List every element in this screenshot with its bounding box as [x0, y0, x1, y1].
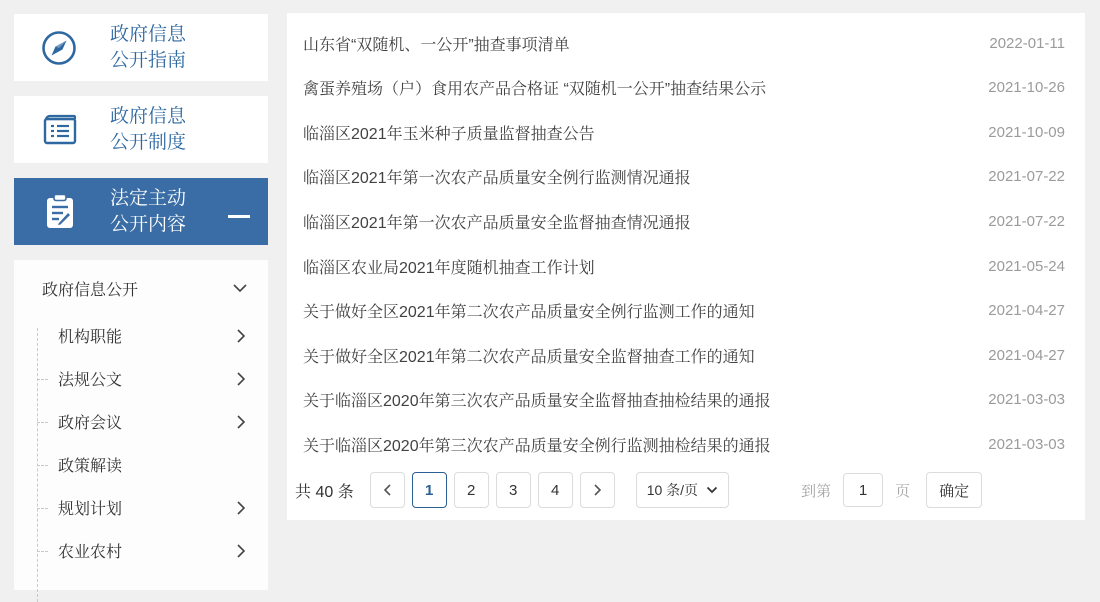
- goto-page-group: [801, 472, 982, 508]
- article-date: 2021-04-27: [988, 346, 1065, 364]
- article-title[interactable]: 关于做好全区2021年第二次农产品质量安全例行监测工作的通知: [303, 304, 755, 322]
- submenu-header-gov-info[interactable]: 政府信息公开: [14, 262, 268, 314]
- article-title[interactable]: 临淄区2021年玉米种子质量监督抽查公告: [303, 125, 595, 143]
- article-date: 2021-04-27: [988, 302, 1065, 320]
- list-item[interactable]: [287, 21, 1085, 66]
- goto-prefix-label: 到第: [801, 482, 832, 500]
- chevron-right-icon: [236, 543, 246, 559]
- article-date: 2021-07-22: [988, 212, 1065, 230]
- page-button-2[interactable]: 2: [454, 472, 489, 508]
- page-button-3[interactable]: 3: [496, 472, 531, 508]
- goto-suffix-label: 页: [895, 482, 911, 500]
- page-button-4[interactable]: 4: [538, 472, 573, 508]
- list-item[interactable]: [287, 288, 1085, 333]
- chevron-right-icon: [236, 414, 246, 430]
- submenu-item-regulations[interactable]: 法规公文: [14, 357, 268, 400]
- article-title[interactable]: 关于临淄区2020年第三次农产品质量安全监督抽查抽检结果的通报: [303, 393, 771, 411]
- list-item[interactable]: [287, 422, 1085, 467]
- list-item[interactable]: [287, 155, 1085, 200]
- prev-page-button[interactable]: [370, 472, 405, 508]
- list-item[interactable]: [287, 244, 1085, 289]
- chevron-down-icon: [232, 283, 248, 293]
- book-icon: [38, 109, 80, 151]
- article-date: 2021-03-03: [988, 391, 1065, 409]
- page-button-1[interactable]: 1: [412, 472, 447, 508]
- chevron-right-icon: [236, 500, 246, 516]
- next-page-button[interactable]: [580, 472, 615, 508]
- sidebar-item-label: 政府信息 公开制度: [110, 105, 187, 153]
- list-item[interactable]: [287, 333, 1085, 378]
- sidebar-item-label: 政府信息 公开指南: [110, 23, 187, 71]
- article-title[interactable]: 临淄区2021年第一次农产品质量安全例行监测情况通报: [303, 170, 691, 188]
- article-date: 2021-05-24: [988, 257, 1065, 275]
- article-date: 2021-10-26: [988, 79, 1065, 97]
- sidebar-item-label: 法定主动 公开内容: [110, 187, 187, 235]
- chevron-right-icon: [236, 328, 246, 344]
- article-date: 2022-01-11: [989, 34, 1065, 52]
- clipboard-pencil-icon: [38, 191, 80, 233]
- article-title[interactable]: 禽蛋养殖场（户）食用农产品合格证 “双随机一公开”抽查结果公示: [303, 81, 767, 99]
- sidebar-submenu: [14, 260, 268, 590]
- goto-page-input[interactable]: [843, 473, 883, 507]
- submenu-item-policy-interpretation[interactable]: 政策解读: [14, 443, 268, 486]
- article-title[interactable]: 关于做好全区2021年第二次农产品质量安全监督抽查工作的通知: [303, 348, 755, 366]
- submenu-item-organization[interactable]: 机构职能: [14, 314, 268, 357]
- article-list-panel: [287, 13, 1085, 520]
- confirm-button[interactable]: 确定: [926, 472, 982, 508]
- list-item[interactable]: [287, 199, 1085, 244]
- article-title[interactable]: 山东省“双随机、一公开”抽查事项清单: [303, 36, 570, 54]
- compass-icon: [38, 27, 80, 69]
- collapse-minus-icon[interactable]: [228, 215, 250, 218]
- sidebar: [14, 14, 268, 590]
- article-date: 2021-03-03: [988, 435, 1065, 453]
- page-size-select[interactable]: 10 条/页: [636, 472, 729, 508]
- sidebar-item-disclosure-guide[interactable]: [14, 14, 268, 81]
- submenu-item-gov-meetings[interactable]: 政府会议: [14, 400, 268, 443]
- total-count: 共 40 条: [295, 483, 354, 501]
- article-date: 2021-10-09: [988, 123, 1065, 141]
- submenu-item-planning[interactable]: 规划计划: [14, 486, 268, 529]
- pagination-bar: [287, 466, 1085, 520]
- chevron-right-icon: [593, 483, 602, 497]
- chevron-left-icon: [383, 483, 392, 497]
- sidebar-item-statutory-disclosure[interactable]: [14, 178, 268, 245]
- list-item[interactable]: [287, 66, 1085, 111]
- chevron-down-icon: [706, 486, 718, 494]
- article-title[interactable]: 临淄区农业局2021年度随机抽查工作计划: [303, 259, 595, 277]
- sidebar-item-disclosure-system[interactable]: [14, 96, 268, 163]
- submenu-items: [14, 314, 268, 572]
- article-title[interactable]: 临淄区2021年第一次农产品质量安全监督抽查情况通报: [303, 214, 691, 232]
- list-item[interactable]: [287, 377, 1085, 422]
- article-date: 2021-07-22: [988, 168, 1065, 186]
- article-title[interactable]: 关于临淄区2020年第三次农产品质量安全例行监测抽检结果的通报: [303, 437, 771, 455]
- submenu-item-agriculture-rural[interactable]: 农业农村: [14, 529, 268, 572]
- list-item[interactable]: [287, 110, 1085, 155]
- chevron-right-icon: [236, 371, 246, 387]
